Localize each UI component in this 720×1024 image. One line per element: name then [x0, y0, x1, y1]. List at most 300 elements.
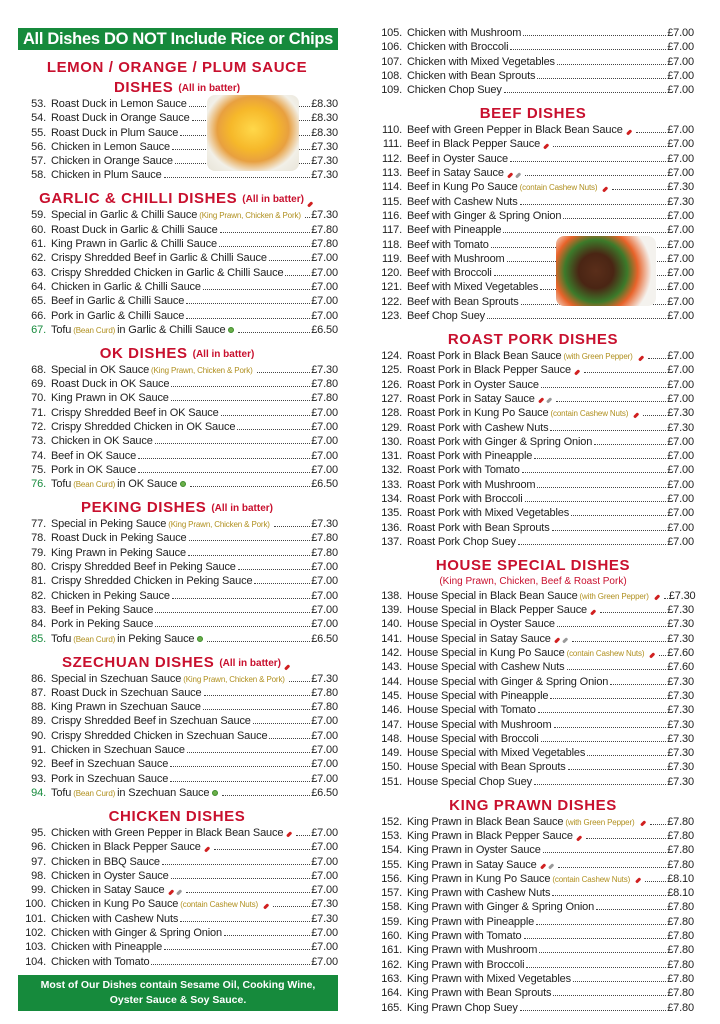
item-name: Beef in Szechuan Sauce [51, 758, 169, 771]
item-name: Chicken in Plum Sauce [51, 169, 162, 182]
item-price: £7.00 [311, 561, 338, 574]
dot-leader [572, 641, 666, 642]
item-number: 161. [381, 944, 402, 957]
item-price: £7.00 [311, 715, 338, 728]
section-title-text: BEEF DISHES [479, 105, 587, 123]
item-name: Beef with Cashew Nuts [407, 195, 518, 208]
menu-item [372, 915, 694, 929]
item-price: £7.00 [667, 507, 694, 520]
item-number: 144. [381, 675, 402, 688]
chilli-icon [204, 846, 210, 852]
item-name: Roast Pork Chop Suey [407, 535, 516, 548]
menu-item [16, 294, 338, 308]
item-name: Crispy Shredded Chicken in OK Sauce [51, 421, 236, 434]
dot-leader [518, 544, 666, 545]
item-price: £7.30 [667, 632, 694, 645]
section-note: (All in batter) [211, 503, 273, 515]
item-price: £8.10 [667, 872, 694, 885]
item-number: 92. [31, 758, 46, 771]
item-price: £7.80 [667, 972, 694, 985]
item-price: £6.50 [311, 786, 338, 799]
section-title [372, 789, 694, 815]
menu-item [16, 589, 338, 603]
dot-leader [170, 766, 310, 767]
item-name: House Special with Bean Sprouts [407, 761, 566, 774]
menu-item [16, 266, 338, 280]
item-number: 69. [31, 378, 46, 391]
item-number: 165. [381, 1001, 402, 1014]
menu-section [16, 800, 338, 969]
item-number: 129. [381, 421, 402, 434]
item-price: £8.30 [311, 98, 338, 110]
dot-leader [552, 530, 667, 531]
item-name-cont: in Garlic & Chilli Sauce [117, 323, 226, 336]
satay-nut-icon [515, 172, 521, 178]
item-price: £7.00 [311, 826, 338, 839]
item-price: £7.30 [667, 195, 694, 208]
menu-item [372, 929, 694, 943]
section-title [16, 646, 338, 672]
menu-item [16, 897, 338, 911]
dot-leader [162, 864, 310, 865]
dot-leader [503, 232, 666, 233]
menu-section [16, 646, 338, 800]
item-price: £6.50 [311, 478, 338, 491]
item-note: (contain Cashew Nuts) [519, 183, 598, 193]
item-note: (contain Cashew Nuts) [566, 649, 645, 659]
item-name: Chicken in Oyster Sauce [51, 869, 169, 882]
item-name: Chicken with Ginger & Spring Onion [51, 926, 222, 939]
menu-item [16, 926, 338, 940]
dot-leader [568, 769, 667, 770]
menu-item [372, 617, 694, 631]
section-note: (All in batter) [192, 348, 255, 360]
dot-leader [203, 709, 310, 710]
dot-leader [567, 669, 667, 670]
menu-item [372, 858, 694, 872]
dot-leader [538, 712, 666, 713]
chilli-icon [167, 889, 173, 895]
item-number: 148. [381, 732, 402, 745]
menu-item [16, 686, 338, 700]
chilli-icon [507, 172, 513, 178]
menu-item [16, 434, 338, 448]
dot-leader [204, 695, 311, 696]
dot-leader [537, 487, 666, 488]
item-number: 163. [381, 972, 402, 985]
item-name: Special in Garlic & Chilli Sauce [51, 209, 198, 222]
item-price: £7.00 [311, 406, 338, 419]
item-name: Chicken with Mushroom [407, 27, 522, 39]
menu-item [16, 560, 338, 574]
satay-nut-icon [548, 863, 554, 869]
item-name: Roast Pork in Satay Sauce [407, 392, 535, 405]
item-price: £7.00 [311, 295, 338, 308]
item-note: (King Prawn, Chicken & Pork) [168, 520, 270, 530]
item-price: £7.00 [311, 955, 338, 968]
item-number: 137. [381, 535, 402, 548]
dot-leader [172, 598, 310, 599]
item-price: £7.00 [667, 310, 694, 323]
dot-leader [550, 698, 666, 699]
chilli-icon [263, 903, 269, 909]
section-note: (All in batter) [242, 194, 304, 206]
item-number: 61. [31, 238, 46, 251]
item-number: 159. [381, 915, 402, 928]
menu-item [16, 855, 338, 869]
item-name: Beef in Peking Sauce [51, 603, 154, 616]
item-number: 153. [381, 830, 402, 842]
menu-item [372, 166, 694, 180]
item-price: £7.00 [667, 55, 694, 68]
item-name: Beef Chop Suey [407, 310, 486, 323]
menu-item [372, 378, 694, 392]
item-name: Beef with Mixed Vegetables [407, 281, 539, 294]
item-number: 70. [31, 392, 46, 405]
chilli-icon [626, 129, 632, 135]
item-name: Chicken in Peking Sauce [51, 589, 170, 602]
menu-item [16, 420, 338, 434]
item-price: £7.80 [311, 378, 338, 391]
item-number: 90. [31, 729, 46, 742]
item-price: £6.50 [311, 323, 338, 336]
item-number: 133. [381, 478, 402, 491]
item-name: Beef with Bean Sprouts [407, 295, 519, 308]
dot-leader [186, 303, 310, 304]
item-number: 150. [381, 761, 402, 774]
item-price: £7.80 [667, 958, 694, 971]
section-subtitle: (King Prawn, Chicken, Beef & Roast Pork) [439, 575, 627, 587]
item-name: Crispy Shredded Chicken in Peking Sauce [51, 575, 253, 588]
item-name: House Special in Oyster Sauce [407, 618, 555, 631]
item-price: £7.00 [311, 309, 338, 322]
menu-item [372, 209, 694, 223]
item-number: 142. [381, 647, 402, 660]
item-number: 117. [382, 224, 402, 237]
menu-item [16, 237, 338, 251]
item-name-cont: in Peking Sauce [117, 632, 195, 645]
item-number: 118. [382, 238, 402, 251]
item-name: Tofu [51, 323, 72, 336]
vegetarian-icon [228, 327, 234, 333]
section-title-text: ROAST PORK DISHES [447, 331, 619, 349]
item-name: King Prawn with Broccoli [407, 958, 525, 971]
item-name: House Special in Satay Sauce [407, 632, 551, 645]
dot-leader [254, 583, 310, 584]
item-name: Roast Pork with Pineapple [407, 450, 533, 463]
menu-item [16, 406, 338, 420]
dot-leader [553, 146, 666, 147]
menu-item [372, 843, 694, 857]
item-price: £7.00 [311, 841, 338, 854]
item-price: £7.00 [667, 435, 694, 448]
item-number: 120. [381, 267, 402, 280]
item-number: 160. [381, 930, 402, 943]
item-name: Roast Pork with Broccoli [407, 492, 523, 505]
menu-item [16, 223, 338, 237]
item-number: 65. [31, 295, 46, 308]
chilli-icon [635, 878, 641, 884]
section-note: (All in batter) [178, 83, 241, 94]
item-number: 79. [31, 546, 46, 559]
menu-item [372, 746, 694, 760]
section-title-text: PEKING DISHES [81, 499, 207, 517]
satay-nut-icon [175, 889, 181, 895]
chilli-icon [554, 637, 560, 643]
item-name: Chicken in Garlic & Chilli Sauce [51, 280, 201, 293]
item-name: Special in Peking Sauce [51, 518, 167, 531]
item-name: Crispy Shredded Beef in Peking Sauce [51, 561, 236, 574]
menu-item [16, 940, 338, 954]
item-number: 54. [31, 112, 46, 125]
menu-section [372, 789, 694, 1015]
dot-leader [541, 741, 667, 742]
item-price: £7.00 [311, 855, 338, 868]
item-price: £7.00 [667, 84, 694, 97]
item-price: £7.00 [667, 138, 694, 151]
item-name: King Prawn in Peking Sauce [51, 546, 186, 559]
menu-item [16, 729, 338, 743]
item-number: 58. [31, 169, 46, 182]
item-price: £7.30 [311, 140, 338, 153]
vegetarian-icon [197, 636, 203, 642]
item-name: King Prawn in OK Sauce [51, 392, 169, 405]
item-name: King Prawn with Ginger & Spring Onion [407, 901, 595, 914]
item-name: Beef with Pineapple [407, 224, 502, 237]
section-title-text: SZECHUAN DISHES [61, 653, 215, 671]
dot-leader [188, 555, 310, 556]
item-price: £7.80 [667, 915, 694, 928]
dot-leader [138, 472, 310, 473]
dot-leader [557, 626, 666, 627]
item-price: £7.00 [667, 521, 694, 534]
dot-leader [171, 400, 310, 401]
chilli-icon [640, 820, 646, 826]
dot-leader [238, 332, 310, 333]
item-name: Beef with Tomato [407, 238, 489, 251]
item-note: (King Prawn, Chicken & Pork) [151, 365, 253, 375]
menu-item [372, 55, 694, 69]
item-number: 143. [381, 661, 402, 674]
item-number: 108. [381, 69, 402, 82]
item-number: 60. [31, 223, 46, 236]
item-name: Beef in Black Pepper Sauce [407, 138, 541, 151]
dot-leader [273, 906, 310, 907]
item-name: Chicken with Green Pepper in Black Bean Sauce [51, 826, 284, 839]
item-price: £7.60 [667, 647, 694, 660]
item-price: £7.00 [311, 252, 338, 265]
menu-item [372, 349, 694, 363]
item-price: £7.00 [667, 364, 694, 377]
item-number: 64. [31, 280, 46, 293]
rice-chips-banner: All Dishes DO NOT Include Rice or Chips [18, 28, 338, 50]
item-price: £7.30 [667, 747, 694, 760]
menu-item [372, 646, 694, 660]
item-number: 86. [31, 672, 46, 685]
item-number: 123. [381, 310, 402, 323]
menu-item [372, 589, 694, 603]
dot-leader [203, 289, 310, 290]
item-price: £7.00 [667, 238, 694, 251]
chilli-icon [543, 143, 549, 149]
menu-section [372, 26, 694, 97]
item-number: 66. [31, 309, 46, 322]
item-price: £7.30 [311, 169, 338, 182]
dot-leader [296, 835, 310, 836]
dot-leader [587, 755, 666, 756]
menu-item [16, 912, 338, 926]
item-number: 164. [381, 987, 402, 1000]
footer-line-1: Most of Our Dishes contain Sesame Oil, Cooking Wine, [40, 978, 316, 991]
item-price: £7.00 [667, 209, 694, 222]
section-title-text: HOUSE SPECIAL DISHES [435, 556, 631, 574]
item-name: Tofu [51, 632, 72, 645]
item-number: 139. [381, 604, 402, 617]
item-name: Pork in Szechuan Sauce [51, 772, 169, 785]
item-name: Chicken with Cashew Nuts [51, 912, 179, 925]
dot-leader [563, 218, 666, 219]
item-number: 81. [31, 575, 46, 588]
dot-leader [550, 430, 666, 431]
chilli-icon [654, 595, 660, 601]
dot-leader [554, 727, 667, 728]
item-name: House Special in Black Pepper Sauce [407, 604, 588, 617]
chilli-icon [286, 832, 292, 838]
item-number: 67. [31, 323, 46, 336]
dot-leader [487, 318, 666, 319]
item-name: Beef with Ginger & Spring Onion [407, 209, 562, 222]
menu-item [372, 152, 694, 166]
item-price: £7.30 [667, 718, 694, 731]
section-title-line2 [16, 77, 338, 97]
item-name: King Prawn with Cashew Nuts [407, 887, 551, 900]
item-price: £6.50 [311, 632, 338, 645]
item-number: 145. [381, 689, 402, 702]
item-price: £7.00 [311, 758, 338, 771]
item-name: Special in Szechuan Sauce [51, 672, 182, 685]
dot-leader [164, 177, 311, 178]
item-number: 63. [31, 266, 46, 279]
item-name: Crispy Shredded Beef in Szechuan Sauce [51, 715, 251, 728]
item-number: 97. [31, 855, 46, 868]
item-price: £8.30 [311, 126, 338, 139]
item-number: 157. [381, 887, 402, 900]
menu-item [372, 760, 694, 774]
menu-item [372, 363, 694, 377]
dot-leader [221, 415, 311, 416]
item-name: Beef in Garlic & Chilli Sauce [51, 295, 185, 308]
chilli-icon [576, 835, 582, 841]
menu-item [372, 703, 694, 717]
left-column [16, 28, 338, 1011]
item-number: 107. [381, 55, 402, 68]
dot-leader [520, 1010, 666, 1011]
menu-item [372, 958, 694, 972]
menu-item [372, 123, 694, 137]
item-name: Roast Duck in Plum Sauce [51, 126, 179, 139]
item-name: House Special Chop Suey [407, 775, 532, 788]
menu-item [372, 829, 694, 843]
dot-leader [556, 401, 667, 402]
item-name: Chicken in OK Sauce [51, 435, 153, 448]
item-number: 88. [31, 701, 46, 714]
menu-item [372, 689, 694, 703]
section-title [372, 97, 694, 123]
item-name-cont: in Szechuan Sauce [117, 786, 210, 799]
item-name: Chicken in Satay Sauce [51, 884, 165, 897]
satay-nut-icon [546, 398, 552, 404]
item-price: £7.30 [667, 704, 694, 717]
item-name: Crispy Shredded Beef in OK Sauce [51, 406, 219, 419]
menu-section [372, 549, 694, 789]
item-number: 76. [31, 478, 46, 491]
item-name: Roast Pork with Ginger & Spring Onion [407, 435, 593, 448]
item-price: £7.60 [667, 661, 694, 674]
dot-leader [237, 429, 310, 430]
item-note: (King Prawn, Chicken & Pork) [183, 674, 285, 684]
item-price: £7.00 [667, 167, 694, 180]
item-name: King Prawn in Oyster Sauce [407, 844, 541, 857]
dot-leader [151, 964, 310, 965]
section-title-text: CHICKEN DISHES [108, 807, 246, 825]
item-number: 102. [25, 926, 46, 939]
dot-leader [648, 358, 667, 359]
menu-item [16, 840, 338, 854]
item-price: £7.00 [667, 350, 694, 363]
item-price: £7.80 [311, 686, 338, 699]
item-name: Pork in Garlic & Chilli Sauce [51, 309, 185, 322]
menu-item [16, 309, 338, 323]
item-price: £7.80 [667, 930, 694, 943]
item-price: £7.30 [311, 672, 338, 685]
item-number: 122. [381, 295, 402, 308]
item-name: Roast Pork in Oyster Sauce [407, 378, 539, 391]
menu-item [16, 869, 338, 883]
dot-leader [610, 684, 666, 685]
item-number: 100. [25, 898, 46, 911]
dot-leader [285, 275, 310, 276]
beef-dish-photo [556, 236, 656, 306]
item-number: 55. [31, 126, 46, 139]
vegetarian-icon [212, 790, 218, 796]
item-name: Beef in Oyster Sauce [407, 152, 508, 165]
item-price: £7.80 [667, 844, 694, 857]
item-note: (Bean Curd) [73, 325, 116, 335]
item-price: £7.30 [667, 775, 694, 788]
item-price: £7.00 [311, 729, 338, 742]
item-number: 77. [31, 518, 46, 531]
menu-item [372, 392, 694, 406]
item-name: Roast Duck in OK Sauce [51, 378, 170, 391]
item-price: £7.00 [311, 869, 338, 882]
vegetarian-icon [180, 481, 186, 487]
item-name: Chicken with Bean Sprouts [407, 69, 536, 82]
item-number: 155. [381, 858, 402, 871]
item-name: Chicken with Pineapple [51, 941, 163, 954]
menu-item [16, 323, 338, 337]
menu-item [372, 632, 694, 646]
menu-item [16, 883, 338, 897]
dot-leader [557, 64, 666, 65]
menu-item [372, 406, 694, 420]
chilli-icon [649, 652, 655, 658]
item-number: 109. [381, 84, 402, 97]
item-price: £7.30 [667, 689, 694, 702]
item-number: 73. [31, 435, 46, 448]
item-price: £7.30 [311, 518, 338, 531]
dot-leader [524, 938, 667, 939]
menu-item [372, 492, 694, 506]
